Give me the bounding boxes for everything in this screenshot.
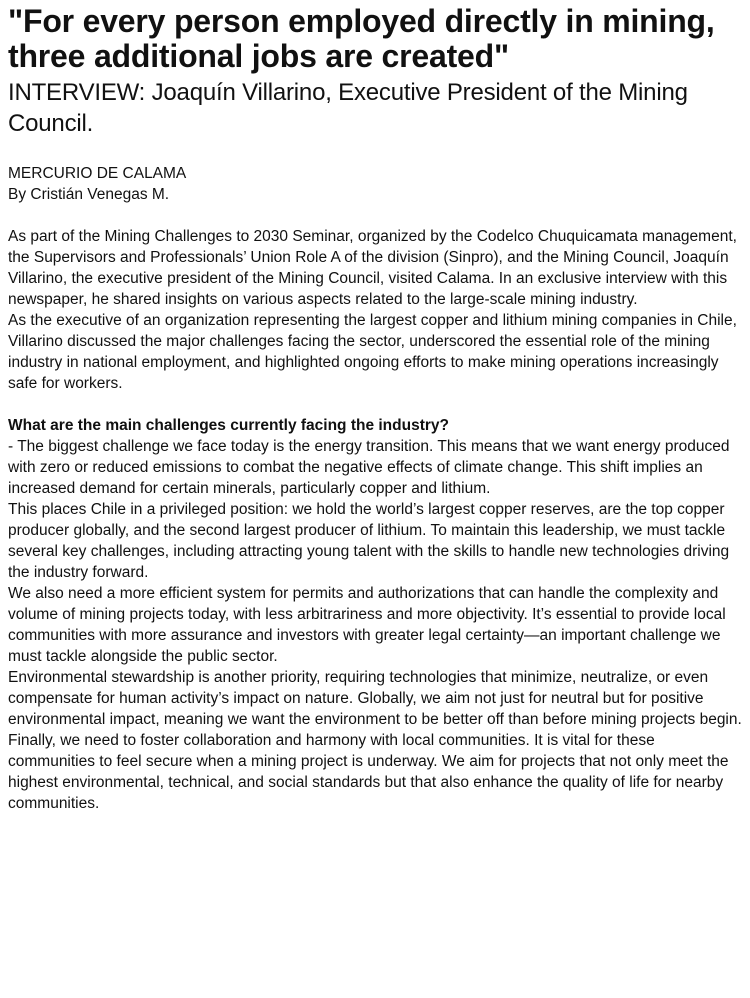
intro-section xyxy=(8,226,742,394)
answer-paragraph: Environmental stewardship is another priority, requiring technologies that minimize, neutralize, or even compensate for human activity’s impact on nature. Globally, we aim not just for neutral but for positive environmental impact, meaning we want the environment to be better off than before mining projects begin. xyxy=(8,669,742,728)
intro-paragraph: As part of the Mining Challenges to 2030 Seminar, organized by the Codelco Chuquicamata management, the Supervisors and Professionals’ Union Role A of the division (Sinpro), and the Mining Council, Joaquín Villarino, the executive president of the Mining Council, visited Calama. In an exclusive interview with this newspaper, he shared insights on various aspects related to the large-scale mining industry. xyxy=(8,228,737,308)
answer-paragraph: We also need a more efficient system for permits and authorizations that can handle the complexity and volume of mining projects today, with less arbitrariness and more objectivity. It’s essential to provide local communities with more assurance and investors with greater legal certainty—an important challenge we must tackle alongside the public sector. xyxy=(8,585,726,665)
answer-section xyxy=(8,436,742,814)
interview-question: What are the main challenges currently facing the industry? xyxy=(8,417,449,434)
source-line: MERCURIO DE CALAMA xyxy=(8,165,187,182)
subheadline: INTERVIEW: Joaquín Villarino, Executive President of the Mining Council. xyxy=(8,79,688,137)
answer-paragraph: - The biggest challenge we face today is the energy transition. This means that we want energy produced with zero or reduced emissions to combat the negative effects of climate change. This shift implies an increased demand for certain minerals, particularly copper and lithium. xyxy=(8,438,730,497)
headline: "For every person employed directly in mining, three additional jobs are created" xyxy=(8,3,715,74)
answer-paragraph: This places Chile in a privileged position: we hold the world’s largest copper reserves, are the top copper producer globally, and the second largest producer of lithium. To maintain this leadership, we must tackle several key challenges, including attracting young talent with the skills to handle new technologies driving the industry forward. xyxy=(8,501,730,581)
byline: By Cristián Venegas M. xyxy=(8,186,170,203)
intro-paragraph: As the executive of an organization representing the largest copper and lithium mining companies in Chile, Villarino discussed the major challenges facing the sector, underscored the essential role of the mining industry in national employment, and highlighted ongoing efforts to make mining operations increasingly safe for workers. xyxy=(8,312,737,392)
answer-paragraph: Finally, we need to foster collaboration and harmony with local communities. It is vital for these communities to feel secure when a mining project is underway. We aim for projects that not only meet the highest environmental, technical, and social standards but that also enhance the quality of life for nearby communities. xyxy=(8,732,729,812)
